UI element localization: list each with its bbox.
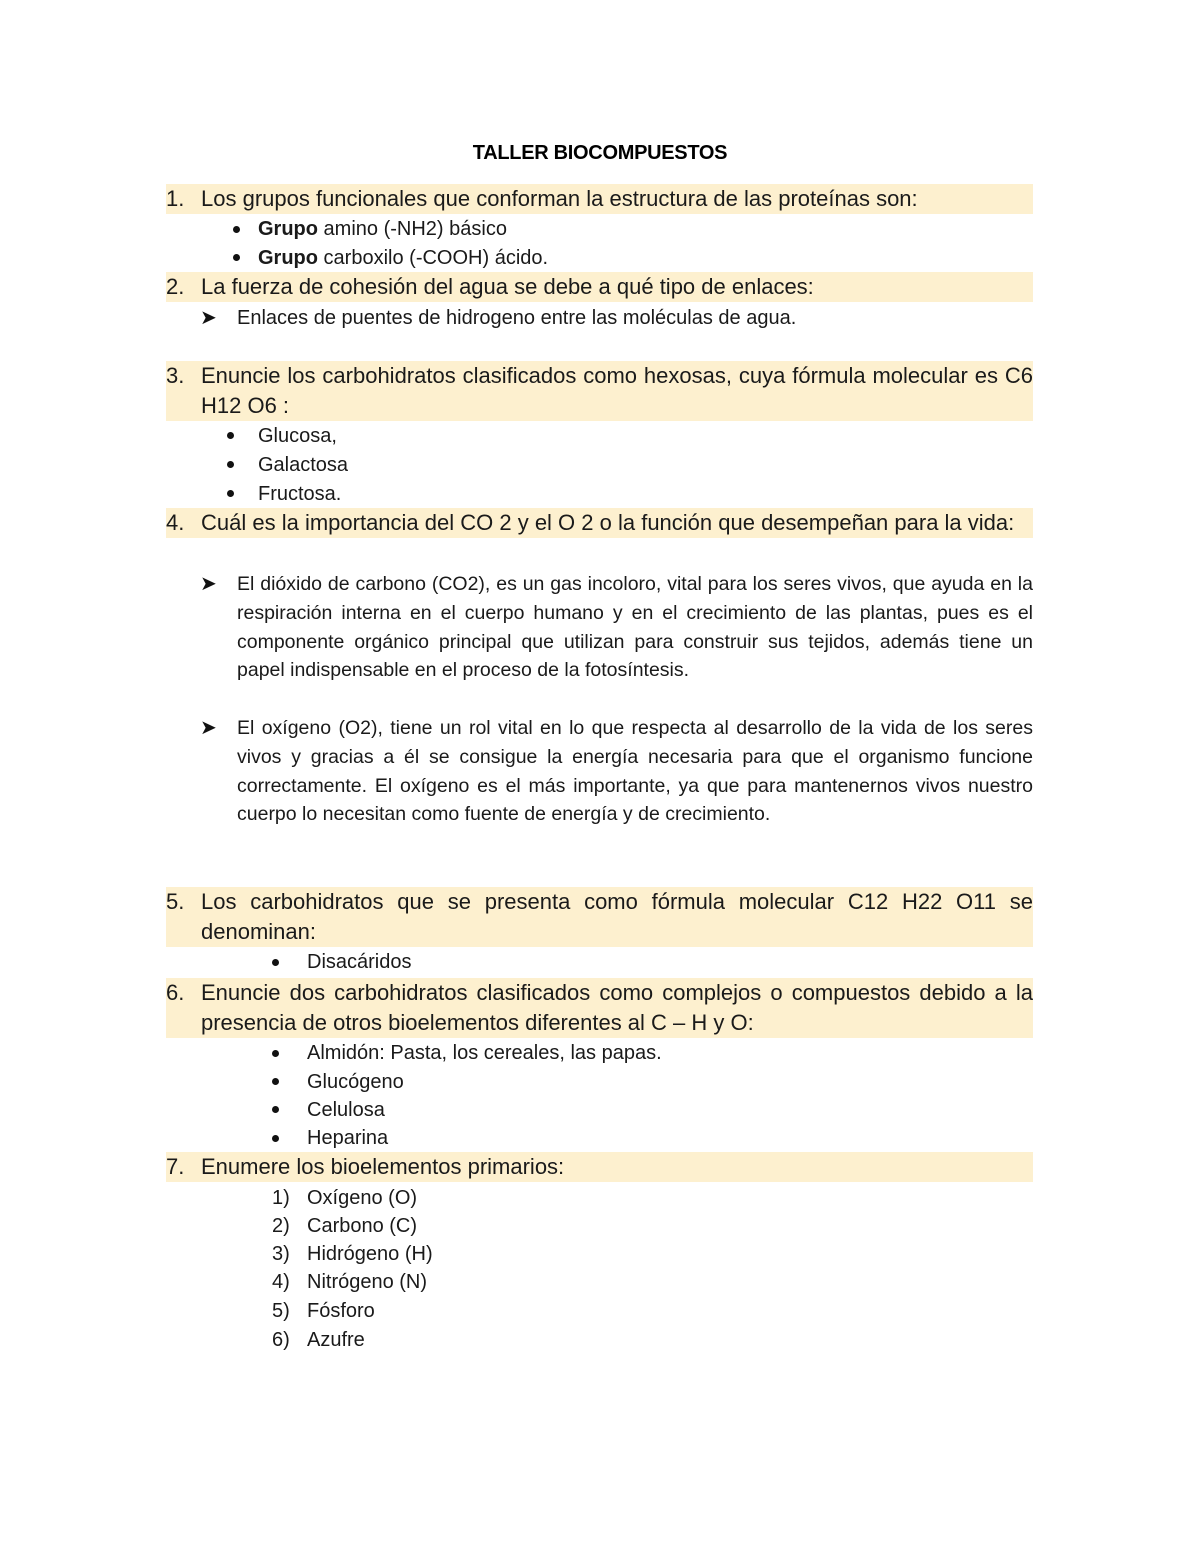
question-4	[166, 508, 1033, 538]
question-7	[166, 1152, 1033, 1182]
ordered-item-text: Nitrógeno (N)	[307, 1271, 428, 1293]
document-title: TALLER BIOCOMPUESTOS	[472, 142, 728, 164]
round-bullet-icon	[227, 432, 234, 439]
question-text: Enuncie dos carbohidratos clasificados como complejos o compuestos debido a la presencia de otros bioelementos diferentes al C – H y O:	[201, 980, 1033, 1035]
bold-label: Grupo	[258, 247, 318, 269]
answer-text: Enlaces de puentes de hidrogeno entre las moléculas de agua.	[237, 307, 797, 329]
round-bullet-icon	[272, 959, 279, 966]
ordered-item-text: Carbono (C)	[307, 1215, 418, 1237]
round-bullet-icon	[272, 1135, 279, 1142]
question-text: Enumere los bioelementos primarios:	[201, 1154, 565, 1179]
round-bullet-icon	[233, 254, 240, 261]
ordered-item-text: Oxígeno (O)	[307, 1187, 418, 1209]
round-bullet-icon	[227, 461, 234, 468]
answer-paragraph: El dióxido de carbono (CO2), es un gas incoloro, vital para los seres vivos, que ayuda en la respiración interna en el cuerpo humano y en el crecimiento de las plantas, pues es el componente orgánico principal que utilizan para construir sus tejidos, además tiene un papel indispensable en el proceso de la fotosíntesis.	[237, 573, 1033, 682]
list-item: Glucógeno	[307, 1071, 404, 1093]
question-2	[166, 272, 1033, 302]
arrowhead-bullet-icon: ➤	[200, 573, 217, 595]
answer-paragraph: El oxígeno (O2), tiene un rol vital en lo que respecta al desarrollo de la vida de los seres vivos y gracias a él se consigue la energía necesaria para que el organismo funcione correctamente. El oxígeno es el más importante, ya que para mantenernos vivos nuestro cuerpo lo necesitan como fuente de energía y de crecimiento.	[237, 717, 1033, 826]
ordered-item-text: Azufre	[307, 1329, 365, 1351]
list-item-text: carboxilo (-COOH) ácido.	[318, 247, 549, 269]
question-number: 2.	[166, 274, 185, 299]
round-bullet-icon	[272, 1078, 279, 1085]
list-item	[258, 215, 507, 243]
ordered-item-number: 4)	[272, 1271, 290, 1293]
list-item-text: amino (-NH2) básico	[318, 218, 507, 240]
ordered-item-number: 3)	[272, 1243, 290, 1265]
question-number: 5.	[166, 889, 185, 914]
arrowhead-bullet-icon: ➤	[200, 717, 217, 739]
ordered-item-number: 2)	[272, 1215, 290, 1237]
question-number: 1.	[166, 186, 185, 211]
question-6	[166, 978, 1033, 1038]
question-number: 6.	[166, 980, 185, 1005]
ordered-item-text: Fósforo	[307, 1300, 375, 1322]
ordered-item-number: 5)	[272, 1300, 290, 1322]
ordered-item-text: Hidrógeno (H)	[307, 1243, 433, 1265]
list-item	[258, 244, 548, 272]
list-item: Celulosa	[307, 1099, 385, 1121]
bold-label: Grupo	[258, 218, 318, 240]
question-number: 4.	[166, 510, 185, 535]
question-text: Enuncie los carbohidratos clasificados como hexosas, cuya fórmula molecular es C6 H12 O6 :	[201, 363, 1033, 418]
question-3	[166, 361, 1033, 421]
round-bullet-icon	[233, 226, 240, 233]
round-bullet-icon	[272, 1106, 279, 1113]
list-item: Glucosa,	[258, 425, 337, 447]
ordered-item-number: 6)	[272, 1329, 290, 1351]
question-text: Cuál es la importancia del CO 2 y el O 2 o la función que desempeñan para la vida:	[201, 510, 1015, 535]
question-text: Los carbohidratos que se presenta como fórmula molecular C12 H22 O11 se denominan:	[201, 889, 1033, 944]
question-5	[166, 887, 1033, 947]
question-1	[166, 184, 1033, 214]
round-bullet-icon	[272, 1050, 279, 1057]
list-item: Fructosa.	[258, 483, 342, 505]
question-number: 7.	[166, 1154, 185, 1179]
round-bullet-icon	[227, 490, 234, 497]
arrowhead-bullet-icon: ➤	[200, 307, 217, 329]
list-item: Heparina	[307, 1127, 389, 1149]
list-item: Galactosa	[258, 454, 349, 476]
question-text: La fuerza de cohesión del agua se debe a qué tipo de enlaces:	[201, 274, 814, 299]
question-text: Los grupos funcionales que conforman la estructura de las proteínas son:	[201, 186, 918, 211]
ordered-item-number: 1)	[272, 1187, 290, 1209]
question-number: 3.	[166, 363, 185, 388]
list-item: Disacáridos	[307, 951, 412, 973]
list-item: Almidón: Pasta, los cereales, las papas.	[307, 1042, 662, 1064]
